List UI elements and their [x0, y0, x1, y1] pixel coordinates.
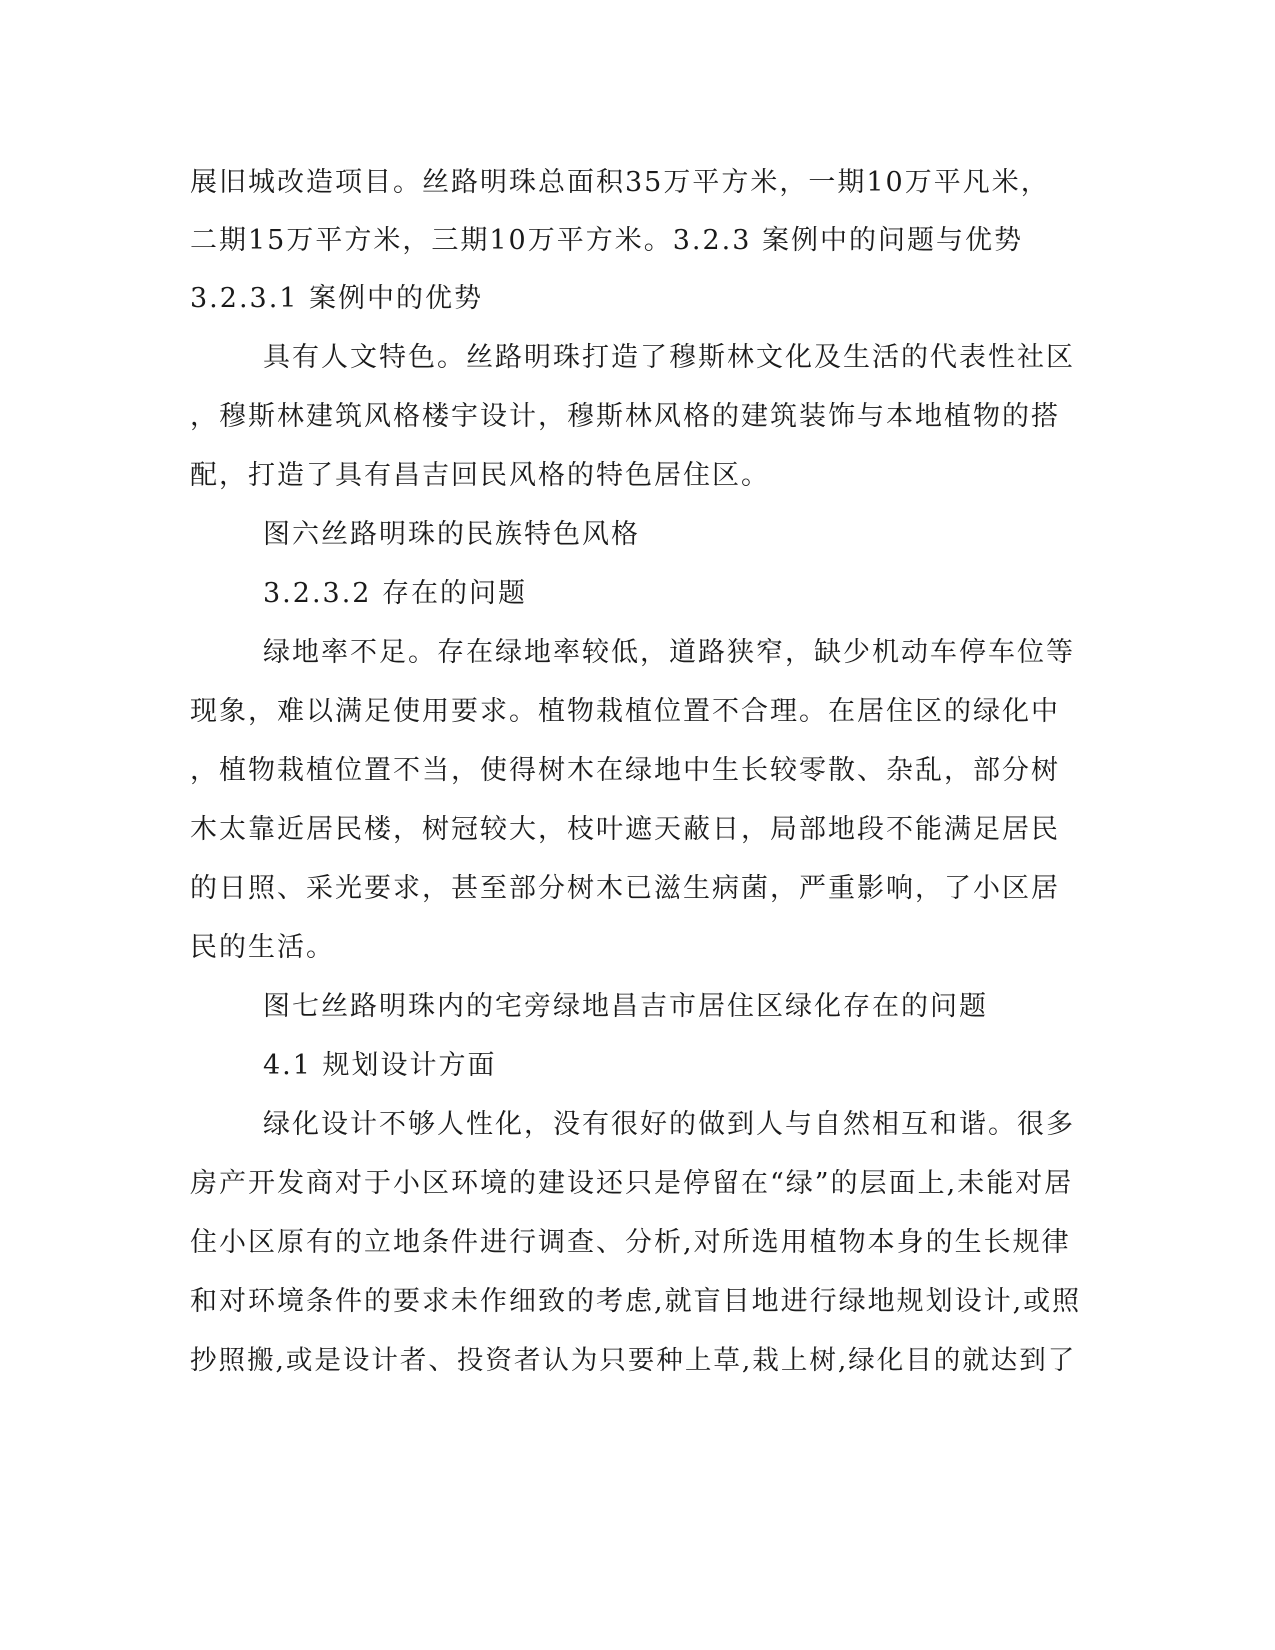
- text-line: 和对环境条件的要求未作细致的考虑,就盲目地进行绿地规划设计,或照: [190, 1286, 1082, 1317]
- paragraph-line: 绿化设计不够人性化，没有很好的做到人与自然相互和谐。很多: [263, 1109, 1075, 1140]
- paragraph-line: 具有人文特色。丝路明珠打造了穆斯林文化及生活的代表性社区: [263, 342, 1075, 373]
- section-heading: 3.2.3.1 案例中的优势: [190, 283, 484, 314]
- figure-caption: 图六丝路明珠的民族特色风格: [263, 519, 640, 550]
- text-line: 配，打造了具有昌吉回民风格的特色居住区。: [190, 460, 770, 491]
- text-line: 的日照、采光要求，甚至部分树木已滋生病菌，严重影响，了小区居: [190, 873, 1060, 904]
- text-line: 住小区原有的立地条件进行调查、分析,对所选用植物本身的生长规律: [190, 1227, 1071, 1258]
- text-line: 木太靠近居民楼，树冠较大，枝叶遮天蔽日，局部地段不能满足居民: [190, 814, 1060, 845]
- text-line: 民的生活。: [190, 932, 335, 963]
- text-line: ，植物栽植位置不当，使得树木在绿地中生长较零散、杂乱，部分树: [190, 755, 1060, 786]
- text-line: 抄照搬,或是设计者、投资者认为只要种上草,栽上树,绿化目的就达到了: [190, 1345, 1077, 1376]
- text-line: 房产开发商对于小区环境的建设还只是停留在“绿”的层面上,未能对居: [190, 1168, 1074, 1199]
- paragraph-line: 绿地率不足。存在绿地率较低，道路狭窄，缺少机动车停车位等: [263, 637, 1075, 668]
- text-line: 展旧城改造项目。丝路明珠总面积35万平方米，一期10万平凡米，: [190, 167, 1050, 198]
- section-heading: 3.2.3.2 存在的问题: [263, 578, 528, 609]
- text-line: ，穆斯林建筑风格楼宇设计，穆斯林风格的建筑装饰与本地植物的搭: [190, 401, 1060, 432]
- text-line: 二期15万平方米，三期10万平方米。3.2.3 案例中的问题与优势: [190, 225, 1023, 256]
- section-heading: 4.1 规划设计方面: [263, 1050, 497, 1081]
- figure-caption: 图七丝路明珠内的宅旁绿地昌吉市居住区绿化存在的问题: [263, 991, 988, 1022]
- text-line: 现象，难以满足使用要求。植物栽植位置不合理。在居住区的绿化中: [190, 696, 1060, 727]
